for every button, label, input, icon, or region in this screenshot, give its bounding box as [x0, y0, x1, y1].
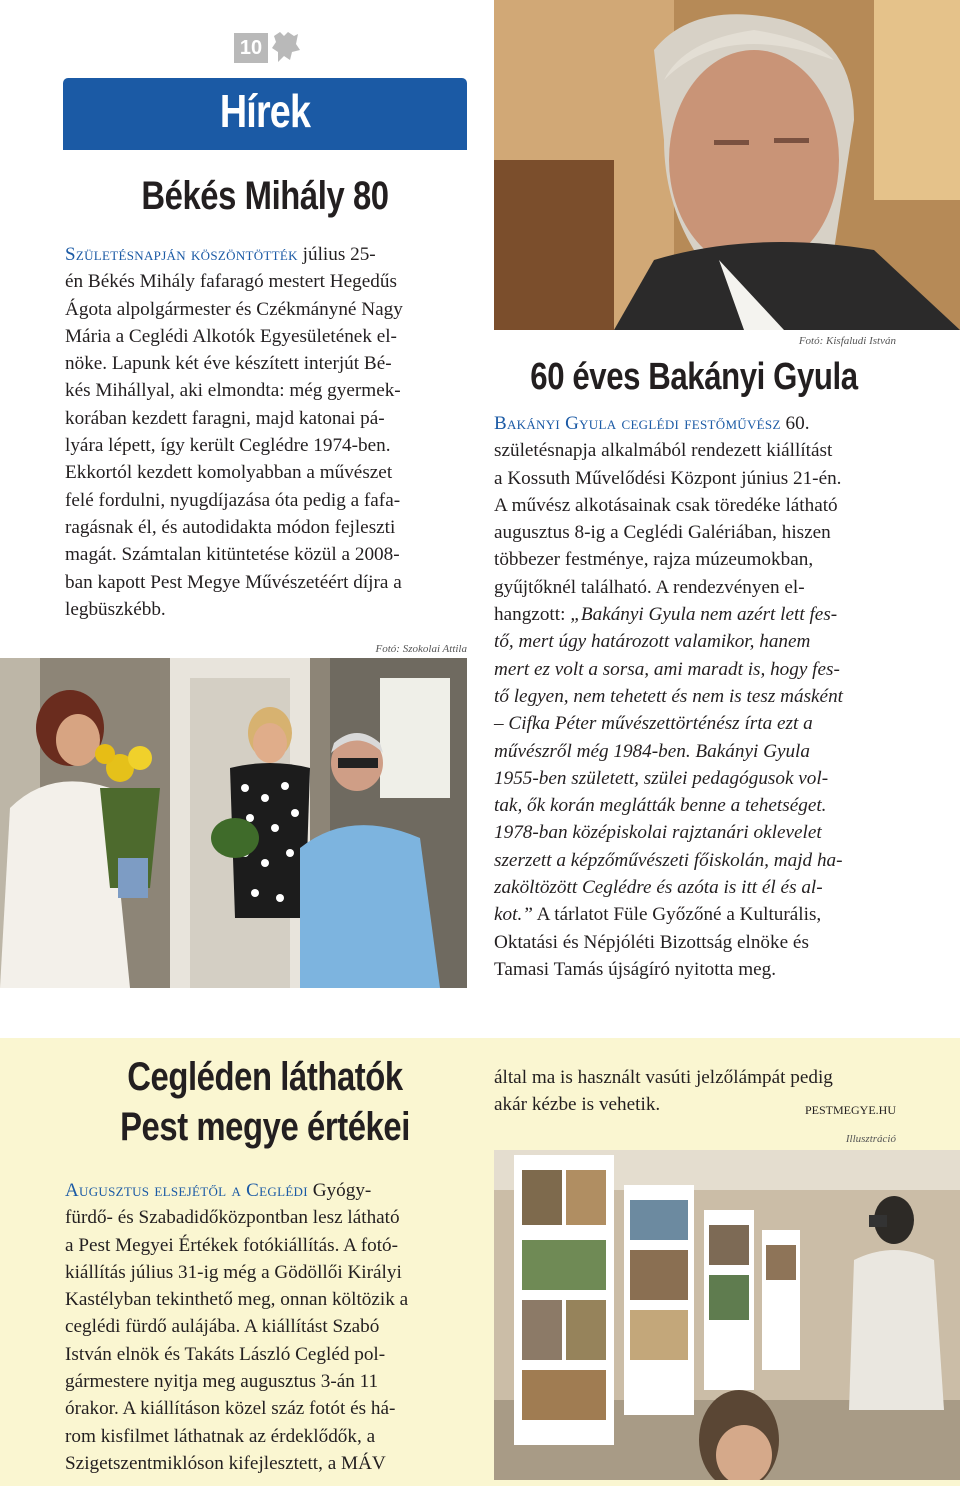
- article-title-ertekek-1: Cegléden láthatók: [127, 1055, 403, 1099]
- article-lead: Születésnapján köszöntötték: [65, 244, 298, 265]
- article-title-bakanyi: 60 éves Bakányi Gyula: [530, 356, 858, 398]
- photo-credit-bekes: Fotó: Szokolai Attila: [375, 643, 467, 655]
- body-line: tak, ők korán meglátták benne a tehetséget.: [494, 795, 827, 817]
- body-line: Tamasi Tamás újságíró nyitotta meg.: [494, 958, 777, 980]
- body-line: Ekkortól kezdett komolyabban a művészet: [65, 462, 393, 484]
- body-line: által ma is használt vasúti jelzőlámpát pedig: [494, 1067, 833, 1088]
- body-line: Szigetszentmiklóson kifejlesztett, a MÁV: [65, 1452, 386, 1474]
- body-line: A művész alkotásainak csak töredéke látható: [494, 494, 838, 516]
- photo-bakanyi-portrait: [494, 0, 960, 330]
- body-line: a Kossuth Művelődési Központ június 21-én.: [494, 467, 842, 489]
- body-line: ragásnak él, és autodidakta módon fejleszti: [65, 516, 396, 538]
- body-line: kot.” A tárlatot Füle Győzőné a Kulturális,: [494, 904, 822, 926]
- body-line: 1955-ben született, szülei pedagógusok vol-: [494, 767, 829, 789]
- article-continuation: [494, 1064, 896, 1119]
- body-line: művészről még 1984-ben. Bakányi Gyula: [494, 740, 810, 762]
- body-line: órakor. A kiállításon közel száz fotót és há-: [65, 1398, 396, 1420]
- body-line: Születésnapján köszöntötték július 25-: [65, 244, 376, 265]
- body-line: augusztus 8-ig a Ceglédi Galériában, hiszen: [494, 522, 831, 544]
- body-line: rom kisfilmet láthatnak az érdeklődők, a: [65, 1425, 376, 1447]
- body-line: zaköltözött Ceglédre és azóta is itt él és al-: [494, 877, 823, 899]
- section-banner: [63, 78, 467, 145]
- body-line: én Békés Mihály fafaragó mestert Hegedűs: [65, 271, 397, 293]
- body-line: ban kapott Pest Megye Művészetéért díjra a: [65, 571, 402, 593]
- section-title: Hírek: [219, 85, 311, 137]
- body-line: kiállítás július 31-ig még a Gödöllői Királyi: [65, 1261, 402, 1283]
- body-line: – Cifka Péter művészettörténész írta ezt a: [494, 713, 813, 735]
- page-number: 10: [234, 33, 268, 63]
- body-line: Ágota alpolgármester és Czékmányné Nagy: [65, 298, 403, 320]
- body-line: legbüszkébb.: [65, 598, 166, 620]
- article-body-bekes: [65, 241, 467, 623]
- article-body-ertekek: [65, 1177, 467, 1477]
- body-line: Mária a Ceglédi Alkotók Egyesületének el-: [65, 325, 397, 347]
- body-line: felé fordulni, nyugdíjazása óta pedig a fafa-: [65, 489, 401, 511]
- body-line: Augusztus elsejétől a Ceglédi Gyógy-: [65, 1180, 372, 1201]
- body-line: magát. Számtalan kitüntetése közül a 2008-: [65, 544, 400, 566]
- body-line: hangzott: „Bakányi Gyula nem azért lett fes-: [494, 604, 838, 626]
- body-line: Kastélyban tekinthető meg, onnan költözik a: [65, 1289, 409, 1311]
- body-line: szerzett a képzőművészeti főiskolán, majd ha-: [494, 849, 843, 871]
- body-line: gyűjtőknél található. A rendezvényen el-: [494, 576, 805, 598]
- body-line: Bakányi Gyula ceglédi festőművész 60.: [494, 413, 810, 434]
- source-label: PESTMEGYE.HU: [804, 1103, 896, 1118]
- article-lead: Bakányi Gyula ceglédi festőművész: [494, 413, 781, 434]
- article-body-bakanyi: [494, 410, 896, 983]
- body-line: a Pest Megyei Értékek fotókiállítás. A fotó-: [65, 1234, 399, 1256]
- body-line: születésnapja alkalmából rendezett kiállítást: [494, 440, 833, 462]
- photo-caption-illustration: Illusztráció: [845, 1133, 896, 1145]
- body-line: Oktatási és Népjóléti Bizottság elnöke és: [494, 931, 809, 953]
- body-line: gármestere nyitja meg augusztus 3-án 11: [65, 1371, 379, 1393]
- body-line: korában kezdett faragni, majd katonai pá-: [65, 407, 385, 429]
- photo-credit-bakanyi: Fotó: Kisfaludi István: [798, 335, 896, 347]
- body-line: 1978-ban középiskolai rajztanári oklevelet: [494, 822, 822, 844]
- body-line: többezer festménye, rajza múzeumokban,: [494, 549, 814, 571]
- body-line: nöke. Lapunk két éve készített interjút Bé-: [65, 353, 392, 375]
- body-line: lyára lépett, így került Ceglédre 1974-ben.: [65, 435, 391, 457]
- article-title-ertekek-2: Pest megye értékei: [120, 1105, 410, 1149]
- photo-birthday-greeting: [0, 658, 467, 988]
- banner-underline: [63, 145, 467, 150]
- body-line: tő legyen, nem tehetett és nem is tesz másként: [494, 685, 844, 707]
- body-line: István elnök és Takáts László Cegléd pol-: [65, 1343, 386, 1365]
- article-lead: Augusztus elsejétől a Ceglédi: [65, 1180, 308, 1201]
- article-title-bekes: Békés Mihály 80: [141, 174, 389, 218]
- coat-of-arms-icon: [270, 30, 302, 64]
- body-line: mert ez volt a sorsa, ami maradt is, hogy fes-: [494, 658, 840, 680]
- body-line: kés Mihállyal, aki elmondta: még gyermek-: [65, 380, 401, 402]
- body-line: ceglédi fürdő aulájába. A kiállítást Szabó: [65, 1316, 380, 1338]
- body-line: tő, mert úgy határozott valamikor, hanem: [494, 631, 811, 653]
- photo-exhibition: [494, 1150, 960, 1480]
- body-line: akár kézbe is vehetik. PESTMEGYE.HU: [494, 1091, 896, 1118]
- body-line: fürdő- és Szabadidőközpontban lesz látható: [65, 1207, 400, 1229]
